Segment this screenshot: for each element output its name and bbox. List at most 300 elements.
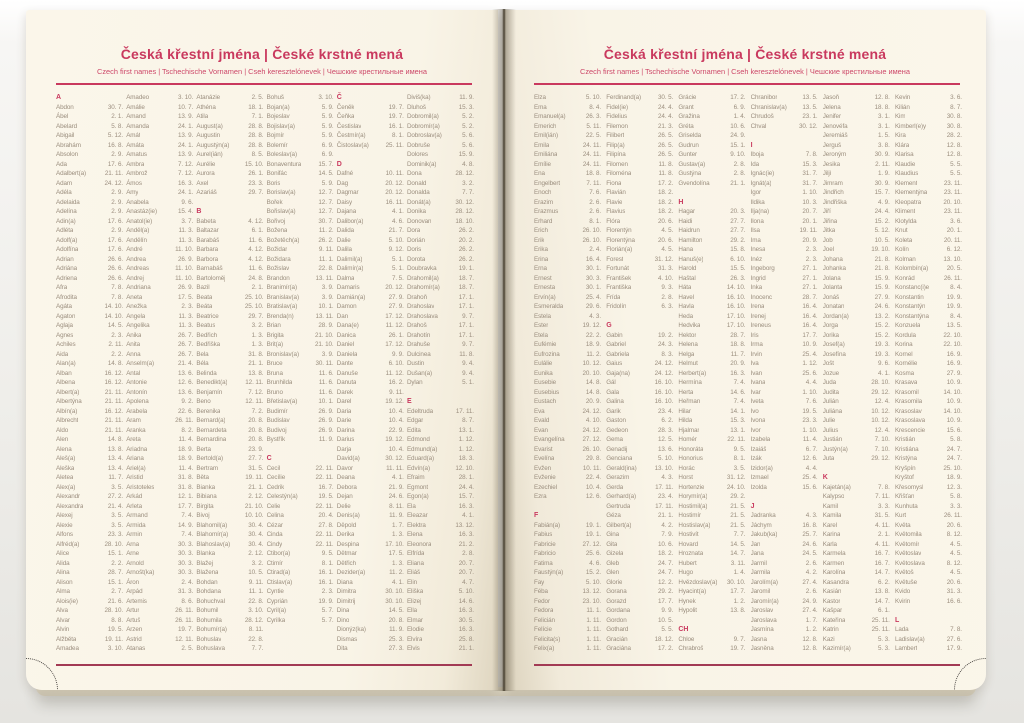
given-name: Daniel bbox=[336, 341, 355, 348]
name-entry bbox=[534, 160, 601, 170]
given-name: Dolores bbox=[406, 151, 428, 158]
given-name: Felix(a) bbox=[534, 645, 555, 652]
name-entry bbox=[407, 160, 474, 170]
name-day-date: 2. 9. bbox=[111, 151, 123, 158]
name-entry bbox=[751, 473, 818, 483]
name-day-date: 14. 8. bbox=[585, 388, 601, 396]
given-name: Dušan(a) bbox=[406, 369, 433, 377]
name-day-date: 7. 4. bbox=[733, 379, 746, 386]
given-name: Fedora bbox=[534, 607, 554, 614]
name-entry bbox=[895, 407, 962, 417]
name-entry bbox=[751, 369, 818, 379]
name-entry bbox=[606, 426, 673, 436]
given-name: Julie bbox=[822, 417, 836, 424]
name-entry bbox=[267, 530, 334, 540]
given-name: Inocenc bbox=[750, 293, 772, 301]
name-entry bbox=[606, 369, 673, 379]
name-entry bbox=[823, 416, 890, 426]
name-entry bbox=[267, 540, 334, 550]
given-name: Drahotín bbox=[406, 331, 431, 339]
blank-row bbox=[751, 131, 818, 141]
given-name: Edmond bbox=[406, 436, 430, 443]
name-day-date: 31. 5. bbox=[874, 512, 890, 519]
name-day-date: 3. 5. bbox=[733, 464, 746, 472]
given-name: Edmund(a) bbox=[406, 445, 438, 453]
name-entry bbox=[407, 521, 474, 531]
given-name: Ladislav(a) bbox=[894, 635, 925, 643]
name-day-date: 24. 9. bbox=[730, 132, 746, 139]
name-day-date: 11. 8. bbox=[658, 170, 674, 177]
name-day-date: 6. 10. bbox=[730, 255, 746, 263]
name-day-date: 1. 7. bbox=[805, 616, 818, 624]
name-entry bbox=[895, 597, 962, 607]
name-day-date: 22. 10. bbox=[943, 341, 962, 348]
given-name: Bruno bbox=[266, 388, 283, 396]
given-name: Hamilton bbox=[678, 236, 703, 244]
name-entry bbox=[895, 293, 962, 303]
name-day-date: 18. 12. bbox=[654, 635, 674, 643]
name-entry bbox=[196, 473, 263, 483]
name-entry bbox=[534, 397, 601, 407]
given-name: Dobromír(a) bbox=[406, 122, 440, 130]
given-name: Elfrída bbox=[406, 550, 425, 557]
name-day-date: 5. 1. bbox=[391, 255, 404, 263]
given-name: Chloe bbox=[678, 635, 695, 643]
name-entry bbox=[196, 321, 263, 331]
name-entry bbox=[196, 226, 263, 236]
name-entry bbox=[56, 559, 123, 569]
name-entry bbox=[823, 103, 890, 113]
name-entry bbox=[267, 568, 334, 578]
name-entry bbox=[606, 606, 673, 616]
given-name: Gothard bbox=[606, 626, 629, 633]
given-name: Izidor(a) bbox=[750, 464, 773, 472]
name-entry bbox=[56, 511, 123, 521]
name-day-date: 24. 4. bbox=[874, 208, 890, 215]
name-entry bbox=[337, 407, 404, 417]
name-day-date: 20. 2. bbox=[458, 236, 474, 244]
name-day-date: 17. 7. bbox=[730, 588, 746, 595]
name-day-date: 9. 5. bbox=[733, 445, 746, 453]
name-day-date: 3. 6. bbox=[950, 94, 962, 101]
given-name: Graciána bbox=[606, 645, 631, 652]
given-name: Brenda(n) bbox=[266, 312, 294, 320]
given-name: Háta bbox=[678, 284, 692, 291]
given-name: Egon(a) bbox=[406, 493, 429, 500]
name-day-date: 16. 3. bbox=[178, 179, 194, 187]
given-name: Klaudius bbox=[894, 170, 919, 177]
name-day-date: 3. 6. bbox=[950, 217, 962, 225]
name-day-date: 15. 4. bbox=[178, 208, 194, 215]
name-entry bbox=[337, 578, 404, 588]
name-day-date: 1. 2. bbox=[805, 626, 818, 633]
given-name: Kryštof bbox=[894, 474, 914, 481]
name-entry bbox=[606, 331, 673, 341]
name-day-date: 7. 4. bbox=[181, 531, 194, 538]
name-entry bbox=[56, 426, 123, 436]
given-name: Alžběta bbox=[56, 635, 77, 643]
given-name: Cézar bbox=[266, 521, 283, 529]
name-day-date: 20. 12. bbox=[385, 189, 404, 196]
name-day-date: 3. 9. bbox=[321, 350, 334, 358]
given-name: Edvín(a) bbox=[406, 464, 430, 472]
given-name: Elvíra bbox=[406, 635, 423, 643]
name-entry bbox=[606, 207, 673, 217]
given-name: Justýn(a) bbox=[822, 445, 848, 453]
name-day-date: 29. 2. bbox=[730, 236, 746, 244]
given-name: Faustýn(a) bbox=[534, 569, 564, 576]
given-name: Drahuše bbox=[406, 341, 431, 348]
given-name: Bojan(a) bbox=[266, 103, 290, 111]
name-entry bbox=[895, 454, 962, 464]
name-day-date: 17. 1. bbox=[458, 293, 474, 301]
name-entry bbox=[196, 179, 263, 189]
name-day-date: 2. 8. bbox=[462, 550, 474, 557]
given-name: Danuše bbox=[336, 369, 358, 377]
name-entry bbox=[751, 122, 818, 132]
given-name: Beata bbox=[196, 293, 213, 301]
name-entry bbox=[751, 217, 818, 227]
given-name: Hektor bbox=[678, 331, 697, 339]
name-entry bbox=[56, 331, 123, 341]
name-entry bbox=[606, 502, 673, 512]
name-entry bbox=[895, 359, 962, 369]
given-name: Elza bbox=[534, 94, 546, 101]
name-entry bbox=[126, 473, 193, 483]
given-name: Eleonora bbox=[406, 540, 432, 548]
name-day-date: 20. 7. bbox=[802, 208, 818, 215]
name-day-date: 15. 10. bbox=[244, 160, 264, 168]
given-name: Kosma bbox=[894, 369, 915, 377]
name-day-date: 17. 2. bbox=[730, 94, 746, 101]
name-day-date: 14. 10. bbox=[104, 303, 123, 310]
name-day-date: 3. 5. bbox=[111, 483, 123, 491]
name-entry bbox=[196, 635, 263, 645]
name-entry bbox=[407, 492, 474, 502]
name-entry bbox=[751, 321, 818, 331]
name-entry bbox=[126, 103, 193, 113]
section-letter: CH bbox=[678, 626, 689, 633]
given-name: Benjamín bbox=[196, 388, 223, 396]
name-day-date: 19. 7. bbox=[388, 103, 404, 111]
name-day-date: 14. 10. bbox=[943, 388, 962, 396]
blank-row bbox=[678, 616, 745, 626]
given-name: Celina bbox=[266, 512, 284, 519]
name-day-date: 7. 6. bbox=[589, 189, 601, 196]
section-letter: D bbox=[336, 160, 342, 168]
name-day-date: 5. 8. bbox=[950, 493, 962, 500]
name-day-date: 1. 5. bbox=[877, 132, 890, 139]
given-name: Darius bbox=[336, 436, 355, 443]
name-day-date: 20. 6. bbox=[658, 236, 674, 244]
name-day-date: 17. 5. bbox=[388, 550, 404, 557]
name-entry bbox=[196, 369, 263, 379]
given-name: Lambert bbox=[894, 645, 918, 652]
name-day-date: 3. 7. bbox=[181, 217, 194, 225]
name-day-date: 4. 12. bbox=[248, 217, 264, 225]
name-day-date: 2. 8. bbox=[733, 170, 746, 177]
given-name: Hroznata bbox=[678, 550, 704, 557]
name-entry bbox=[751, 207, 818, 217]
name-entry bbox=[823, 226, 890, 236]
given-name: Chrabroš bbox=[678, 645, 704, 652]
given-name: Darek bbox=[336, 388, 354, 396]
given-name: Jenovéfa bbox=[822, 122, 848, 130]
name-day-date: 5. 9. bbox=[321, 179, 334, 187]
given-name: Dalibor(a) bbox=[336, 217, 364, 225]
given-name: Áron bbox=[126, 578, 140, 586]
name-entry bbox=[606, 198, 673, 208]
name-day-date: 24. 6. bbox=[802, 540, 818, 548]
name-day-date: 6. 10. bbox=[388, 360, 404, 367]
given-name: Artuš bbox=[126, 616, 141, 624]
name-entry bbox=[126, 587, 193, 597]
name-entry bbox=[895, 321, 962, 331]
name-entry bbox=[56, 169, 123, 179]
name-entry bbox=[196, 350, 263, 360]
given-name: Ivar bbox=[750, 388, 761, 396]
name-entry bbox=[267, 606, 334, 616]
name-entry bbox=[534, 359, 601, 369]
name-day-date: 21. 4. bbox=[178, 360, 194, 367]
given-name: Alena bbox=[56, 445, 72, 453]
given-name: Kristián bbox=[894, 436, 916, 443]
name-day-date: 14. 1. bbox=[730, 407, 746, 415]
name-day-date: 25. 11. bbox=[871, 616, 890, 624]
name-entry bbox=[126, 511, 193, 521]
name-day-date: 21. 10. bbox=[244, 502, 264, 510]
name-entry bbox=[196, 245, 263, 255]
given-name: Andrea bbox=[126, 255, 146, 263]
name-day-date: 11. 3. bbox=[178, 322, 194, 329]
given-name: Gustýna bbox=[678, 170, 702, 177]
given-name: Alexej bbox=[56, 512, 73, 519]
given-name: Hovard bbox=[678, 540, 699, 548]
name-entry bbox=[407, 625, 474, 635]
given-name: Dylan bbox=[406, 379, 423, 386]
name-entry bbox=[823, 397, 890, 407]
given-name: Genadij bbox=[606, 445, 628, 453]
name-day-date: 3. 1. bbox=[877, 122, 890, 130]
name-day-date: 21. 1. bbox=[458, 645, 474, 652]
given-name: Darie bbox=[336, 417, 352, 424]
name-entry bbox=[337, 464, 404, 474]
given-name: Kalypso bbox=[822, 493, 845, 500]
name-entry bbox=[337, 226, 404, 236]
name-entry bbox=[267, 179, 334, 189]
name-day-date: 30. 10. bbox=[726, 578, 746, 586]
given-name: Gordon bbox=[606, 616, 627, 624]
given-name: Eva bbox=[534, 407, 545, 415]
name-day-date: 11. 4. bbox=[178, 464, 194, 472]
given-name: Abelard bbox=[56, 122, 78, 130]
name-day-date: 26. 2. bbox=[318, 236, 334, 244]
given-name: Květoslav bbox=[894, 550, 922, 557]
name-day-date: 2. 1. bbox=[877, 531, 890, 538]
name-day-date: 24. 11. bbox=[582, 160, 601, 168]
given-name: Anděl(a) bbox=[126, 227, 150, 234]
name-day-date: 3. 9. bbox=[321, 293, 334, 301]
name-entry bbox=[606, 122, 673, 132]
name-entry bbox=[678, 549, 745, 559]
name-entry bbox=[534, 321, 601, 331]
given-name: Ariel(a) bbox=[126, 464, 146, 472]
name-day-date: 22. 11. bbox=[727, 436, 746, 443]
name-day-date: 5. 1. bbox=[391, 265, 404, 272]
given-name: Erina bbox=[534, 255, 549, 263]
section-letter: L bbox=[894, 616, 900, 624]
name-day-date: 20. 9. bbox=[585, 398, 601, 405]
name-day-date: 30. 10. bbox=[385, 597, 404, 605]
name-day-date: 10. 4. bbox=[388, 417, 404, 424]
name-day-date: 26. 9. bbox=[178, 284, 194, 291]
given-name: Ada bbox=[56, 160, 67, 168]
name-day-date: 21. 9. bbox=[388, 483, 404, 491]
given-name: Albert(a) bbox=[56, 388, 80, 396]
name-entry bbox=[823, 321, 890, 331]
name-entry bbox=[751, 179, 818, 189]
given-name: Bojmír bbox=[266, 132, 285, 139]
name-day-date: 3. 3. bbox=[877, 502, 890, 510]
name-entry bbox=[196, 606, 263, 616]
given-name: Hilda bbox=[678, 417, 693, 424]
name-entry bbox=[126, 226, 193, 236]
name-day-date: 25. 11. bbox=[385, 141, 404, 149]
name-entry bbox=[678, 245, 745, 255]
name-day-date: 25. 6. bbox=[802, 369, 818, 377]
name-entry bbox=[267, 207, 334, 217]
name-day-date: 25. 10. bbox=[244, 303, 264, 310]
name-day-date: 26. 5. bbox=[658, 151, 674, 158]
name-entry bbox=[606, 131, 673, 141]
name-entry bbox=[337, 454, 404, 464]
name-day-date: 21. 5. bbox=[730, 512, 746, 519]
given-name: Daisy bbox=[336, 198, 352, 206]
name-entry bbox=[606, 416, 673, 426]
name-column bbox=[126, 93, 193, 654]
given-name: Dajana bbox=[336, 208, 357, 215]
name-day-date: 11. 6. bbox=[318, 369, 334, 377]
given-name: Ambrož bbox=[126, 170, 148, 177]
name-entry bbox=[196, 93, 263, 103]
name-entry bbox=[823, 540, 890, 550]
name-day-date: 14. 5. bbox=[107, 322, 123, 329]
given-name: Kim bbox=[894, 113, 906, 120]
name-entry bbox=[337, 369, 404, 379]
name-day-date: 12. 8. bbox=[802, 645, 818, 652]
given-name: Fidelius bbox=[606, 113, 628, 120]
name-entry bbox=[606, 160, 673, 170]
name-day-date: 2. 1. bbox=[251, 284, 264, 291]
name-entry bbox=[678, 340, 745, 350]
name-entry bbox=[678, 597, 745, 607]
name-entry bbox=[196, 359, 263, 369]
name-entry bbox=[895, 559, 962, 569]
given-name: Kazi bbox=[822, 635, 835, 643]
given-name: Helmut bbox=[678, 360, 698, 367]
name-entry bbox=[823, 169, 890, 179]
name-entry bbox=[751, 350, 818, 360]
given-name: Jitka bbox=[822, 227, 836, 234]
given-name: Darina bbox=[336, 426, 355, 434]
name-day-date: 15. 3. bbox=[458, 103, 474, 111]
given-name: Kolín bbox=[894, 246, 909, 253]
name-entry bbox=[126, 141, 193, 151]
name-entry bbox=[895, 578, 962, 588]
given-name: Jiljí bbox=[822, 170, 832, 177]
given-name: Juta bbox=[822, 455, 835, 462]
given-name: Dag bbox=[336, 179, 349, 187]
name-day-date: 30. 1. bbox=[585, 265, 601, 272]
name-day-date: 1. 10. bbox=[802, 426, 818, 434]
given-name: Birgita bbox=[196, 502, 214, 510]
name-day-date: 26. 7. bbox=[178, 350, 194, 358]
given-name: Cyprián bbox=[266, 597, 288, 605]
name-day-date: 16. 12. bbox=[104, 379, 123, 386]
name-day-date: 16. 9. bbox=[946, 350, 962, 358]
given-name: Gerald(ina) bbox=[606, 464, 637, 472]
name-entry bbox=[823, 521, 890, 531]
given-name: Klára bbox=[894, 141, 910, 149]
given-name: Dorota bbox=[406, 255, 426, 263]
name-entry bbox=[407, 169, 474, 179]
name-day-date: 8. 4. bbox=[950, 284, 962, 291]
name-entry bbox=[678, 179, 745, 189]
given-name: Grácie bbox=[678, 94, 697, 101]
name-day-date: 15. 2. bbox=[874, 322, 890, 329]
blank-row bbox=[606, 312, 673, 322]
given-name: Antonie bbox=[126, 379, 147, 386]
name-entry bbox=[196, 217, 263, 227]
given-name: Aglaja bbox=[56, 322, 73, 329]
given-name: Fedor bbox=[534, 597, 550, 605]
name-entry bbox=[895, 378, 962, 388]
name-day-date: 4. 5. bbox=[950, 550, 962, 557]
name-entry bbox=[751, 483, 818, 493]
given-name: Aleška bbox=[56, 464, 75, 472]
name-day-date: 13. 1. bbox=[730, 426, 746, 434]
name-day-date: 24. 6. bbox=[388, 493, 404, 500]
name-entry bbox=[606, 616, 673, 626]
name-day-date: 19. 11. bbox=[799, 227, 818, 234]
name-entry bbox=[534, 426, 601, 436]
name-day-date: 5. 6. bbox=[462, 141, 474, 149]
name-day-date: 12. 6. bbox=[585, 493, 601, 500]
name-day-date: 5. 12. bbox=[107, 132, 123, 139]
name-day-date: 21. 1. bbox=[658, 512, 674, 519]
given-name: Abdon bbox=[56, 103, 74, 111]
given-name: Irma bbox=[750, 341, 763, 348]
name-day-date: 30. 7. bbox=[107, 103, 123, 111]
given-name: Adléta bbox=[56, 227, 74, 234]
given-name: Edita bbox=[406, 426, 421, 434]
name-entry bbox=[534, 179, 601, 189]
name-entry bbox=[196, 274, 263, 284]
name-day-date: 5. 5. bbox=[950, 160, 962, 168]
given-name: Brandon bbox=[266, 274, 290, 282]
name-entry bbox=[407, 606, 474, 616]
given-name: Jesika bbox=[822, 160, 840, 168]
name-entry bbox=[534, 435, 601, 445]
name-entry bbox=[606, 473, 673, 483]
name-entry bbox=[606, 283, 673, 293]
name-day-date: 23. 11. bbox=[943, 179, 962, 187]
given-name: Jolana bbox=[822, 274, 841, 282]
name-entry bbox=[56, 112, 123, 122]
name-day-date: 6. 3. bbox=[661, 303, 674, 310]
given-name: Griselda bbox=[678, 132, 702, 139]
given-name: Brunhilda bbox=[266, 379, 293, 386]
